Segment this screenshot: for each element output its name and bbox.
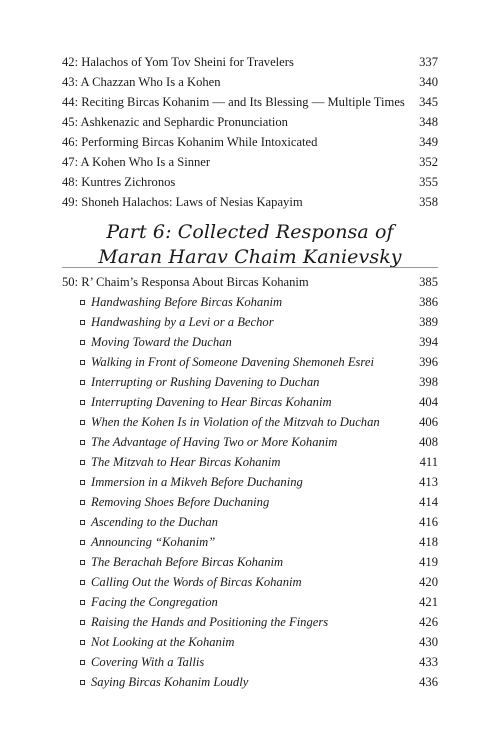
toc-subentry-title: The Mitzvah to Hear Bircas Kohanim — [91, 455, 281, 469]
toc-subentry-page: 418 — [419, 535, 438, 549]
part-heading-line2: Maran Harav Chaim Kanievsky — [98, 246, 402, 268]
toc-entry-page: 355 — [419, 175, 438, 189]
toc-subentry-page: 396 — [419, 355, 438, 369]
toc-entry-title: 44: Reciting Bircas Kohanim — and Its Blessing — Multiple Times — [62, 95, 405, 109]
toc-subentry — [62, 632, 438, 652]
square-bullet-icon — [80, 640, 85, 645]
square-bullet-icon — [80, 360, 85, 365]
toc-entry-title: 49: Shoneh Halachos: Laws of Nesias Kapayim — [62, 195, 303, 209]
square-bullet-icon — [80, 460, 85, 465]
toc-entry-chapter-50 — [62, 272, 438, 292]
toc-entry-page: 337 — [419, 55, 438, 69]
square-bullet-icon — [80, 380, 85, 385]
square-bullet-icon — [80, 500, 85, 505]
toc-subentry — [62, 432, 438, 452]
toc-subentry-title: Walking in Front of Someone Davening Shemoneh Esrei — [91, 355, 374, 369]
toc-subentry-page: 419 — [419, 555, 438, 569]
square-bullet-icon — [80, 340, 85, 345]
toc-subentry-page: 411 — [419, 455, 438, 469]
toc-subentry-title: Immersion in a Mikveh Before Duchaning — [91, 475, 303, 489]
toc-subentry-title: Moving Toward the Duchan — [91, 335, 232, 349]
toc-entry-title: 46: Performing Bircas Kohanim While Intoxicated — [62, 135, 318, 149]
toc-subentry — [62, 352, 438, 372]
toc-subentry-page: 414 — [419, 495, 438, 509]
square-bullet-icon — [80, 400, 85, 405]
toc-entry-title: 45: Ashkenazic and Sephardic Pronunciation — [62, 115, 288, 129]
toc-subentry-title: Covering With a Tallis — [91, 655, 205, 669]
toc-subentry-page: 430 — [419, 635, 438, 649]
toc-subentry — [62, 372, 438, 392]
toc-entry — [62, 132, 438, 152]
toc-subentry — [62, 332, 438, 352]
toc-subentry — [62, 672, 438, 692]
toc-entry-page: 340 — [419, 75, 438, 89]
toc-subentry — [62, 612, 438, 632]
toc-subentry-title: Saying Bircas Kohanim Loudly — [91, 675, 249, 689]
toc-subentry-title: The Advantage of Having Two or More Kohanim — [91, 435, 338, 449]
toc-subentry-page: 406 — [419, 415, 438, 429]
toc-entry — [62, 172, 438, 192]
section-divider — [62, 267, 438, 268]
square-bullet-icon — [80, 580, 85, 585]
square-bullet-icon — [80, 520, 85, 525]
toc-subentry-page: 408 — [419, 435, 438, 449]
toc-entry-page: 348 — [419, 115, 438, 129]
part-heading-line1: Part 6: Collected Responsa of — [106, 221, 394, 243]
toc-subentry-page: 413 — [419, 475, 438, 489]
toc-subentry — [62, 552, 438, 572]
toc-entry-page: 345 — [419, 95, 438, 109]
toc-subentry-page: 394 — [419, 335, 438, 349]
toc-entry — [62, 152, 438, 172]
toc-subentry-title: Not Looking at the Kohanim — [91, 635, 235, 649]
square-bullet-icon — [80, 440, 85, 445]
square-bullet-icon — [80, 320, 85, 325]
toc-subentry — [62, 592, 438, 612]
toc-subentry-title: The Berachah Before Bircas Kohanim — [91, 555, 284, 569]
toc-subentry-title: Interrupting Davening to Hear Bircas Kohanim — [91, 395, 332, 409]
toc-subentry-title: Calling Out the Words of Bircas Kohanim — [91, 575, 302, 589]
toc-subentry — [62, 532, 438, 552]
square-bullet-icon — [80, 620, 85, 625]
toc-subentry-title: Handwashing by a Levi or a Bechor — [91, 315, 274, 329]
toc-entry-title: 50: R’ Chaim’s Responsa About Bircas Kohanim — [62, 275, 309, 289]
toc-entry — [62, 52, 438, 72]
toc-entry-title: 42: Halachos of Yom Tov Sheini for Travelers — [62, 55, 294, 69]
toc-subentry-page: 389 — [419, 315, 438, 329]
toc-entry — [62, 72, 438, 92]
square-bullet-icon — [80, 660, 85, 665]
square-bullet-icon — [80, 420, 85, 425]
toc-entry-page: 358 — [419, 195, 438, 209]
toc-subentry — [62, 392, 438, 412]
toc-entry — [62, 92, 438, 112]
toc-subentry — [62, 572, 438, 592]
toc-entry-page: 385 — [419, 275, 438, 289]
toc-subentry-page: 421 — [419, 595, 438, 609]
toc-subentry — [62, 472, 438, 492]
toc-subentry-page: 426 — [419, 615, 438, 629]
toc-list-upper — [62, 52, 438, 212]
toc-subentry-title: Handwashing Before Bircas Kohanim — [91, 295, 283, 309]
toc-subentry-title: Ascending to the Duchan — [91, 515, 218, 529]
toc-subentry — [62, 652, 438, 672]
square-bullet-icon — [80, 480, 85, 485]
toc-subentry — [62, 312, 438, 332]
toc-subentry — [62, 412, 438, 432]
square-bullet-icon — [80, 540, 85, 545]
toc-entry-title: 43: A Chazzan Who Is a Kohen — [62, 75, 221, 89]
toc-subentry-page: 416 — [419, 515, 438, 529]
toc-list-lower — [62, 272, 438, 692]
toc-entry-page: 349 — [419, 135, 438, 149]
toc-entry-title: 48: Kuntres Zichronos — [62, 175, 176, 189]
toc-subentry-page: 420 — [419, 575, 438, 589]
toc-subentry-title: Raising the Hands and Positioning the Fingers — [91, 615, 329, 629]
toc-subentry — [62, 452, 438, 472]
toc-subentry-page: 398 — [419, 375, 438, 389]
toc-entry — [62, 112, 438, 132]
part-heading — [0, 220, 500, 270]
toc-subentry-title: Announcing “Kohanim” — [91, 535, 216, 549]
toc-entry-title: 47: A Kohen Who Is a Sinner — [62, 155, 211, 169]
toc-subentry-page: 404 — [419, 395, 438, 409]
toc-entry-page: 352 — [419, 155, 438, 169]
toc-subentry — [62, 492, 438, 512]
square-bullet-icon — [80, 560, 85, 565]
toc-subentry-title: Interrupting or Rushing Davening to Duchan — [91, 375, 320, 389]
square-bullet-icon — [80, 600, 85, 605]
square-bullet-icon — [80, 300, 85, 305]
toc-subentry-page: 436 — [419, 675, 438, 689]
toc-entry — [62, 192, 438, 212]
square-bullet-icon — [80, 680, 85, 685]
toc-subentry-title: Facing the Congregation — [91, 595, 218, 609]
toc-subentry-page: 433 — [419, 655, 438, 669]
toc-subentry-title: Removing Shoes Before Duchaning — [91, 495, 270, 509]
toc-subentry-page: 386 — [419, 295, 438, 309]
toc-subentry-title: When the Kohen Is in Violation of the Mitzvah to Duchan — [91, 415, 380, 429]
toc-subentry — [62, 292, 438, 312]
toc-subentry — [62, 512, 438, 532]
